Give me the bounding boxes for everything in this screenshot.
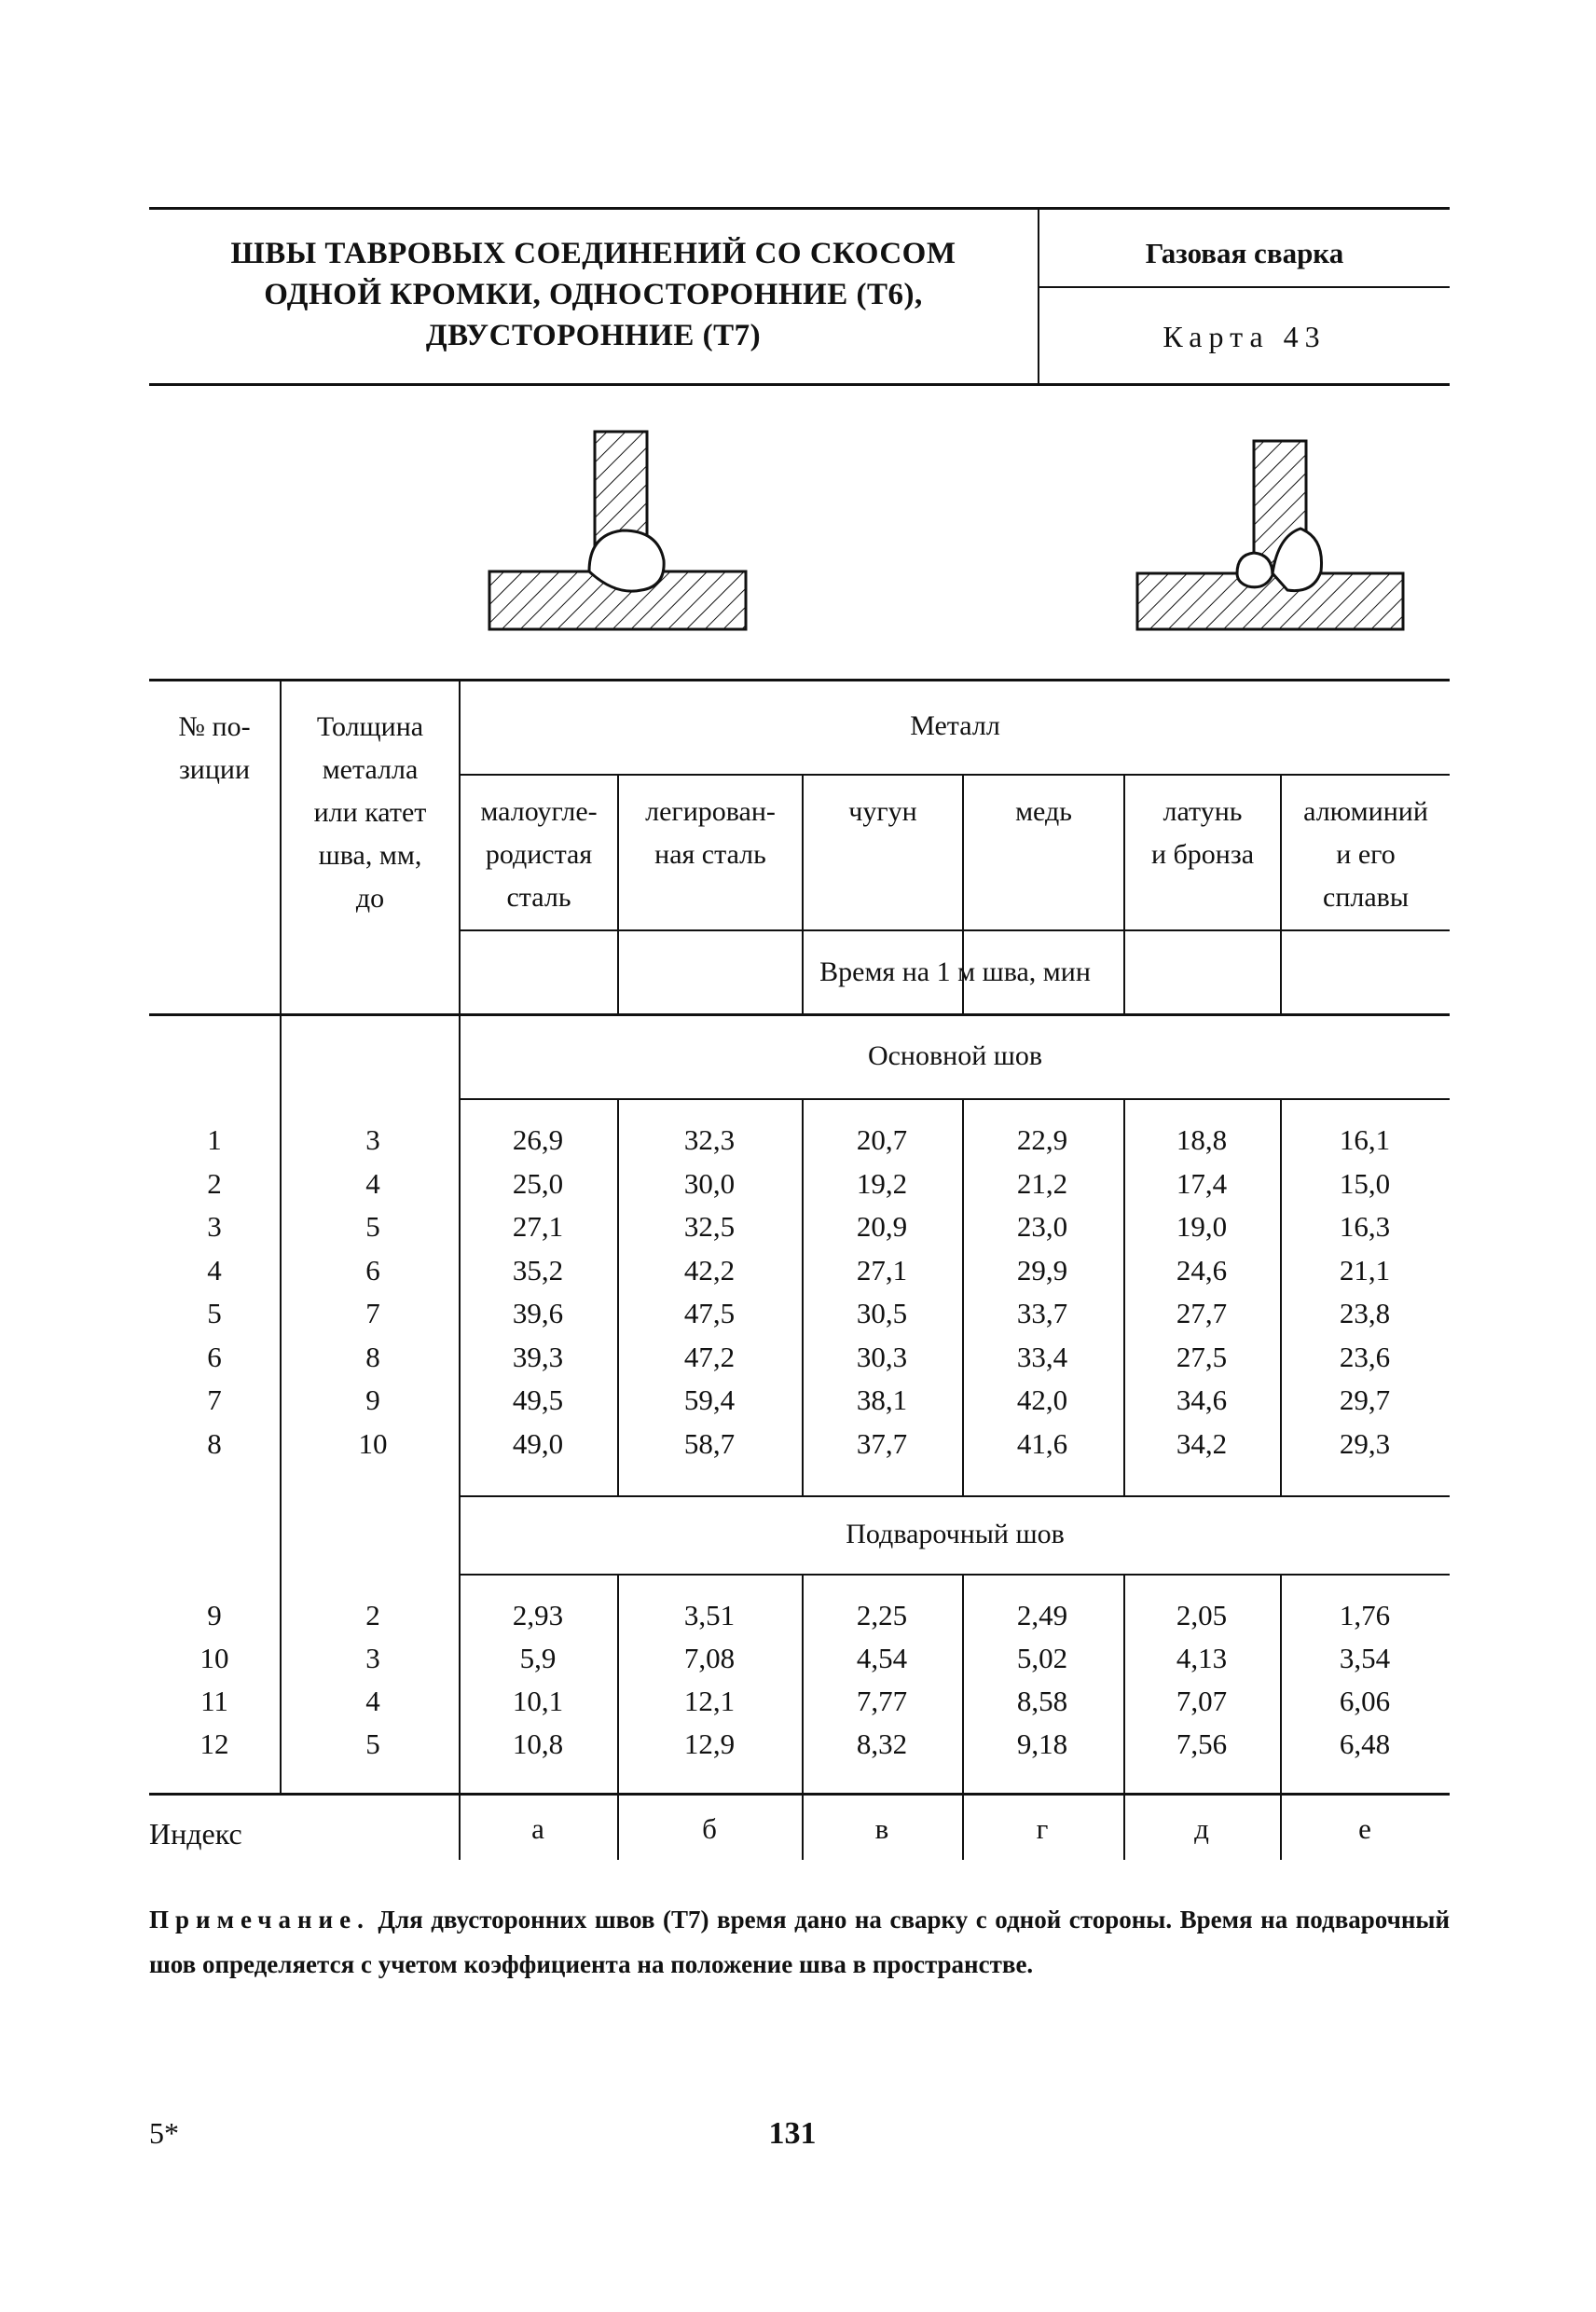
index-value: е — [1358, 1812, 1371, 1845]
weld-diagram-t6 — [485, 424, 755, 639]
time-value-cell: 23,8 — [1339, 1297, 1391, 1329]
col-divider-6-s2 — [1280, 1574, 1282, 1860]
row-thickness: 6 — [365, 1253, 380, 1287]
weld-bead — [589, 530, 664, 591]
time-value-cell: 4,54 — [856, 1642, 908, 1674]
header-divider — [1038, 207, 1039, 384]
time-value-cell: 58,7 — [683, 1426, 736, 1460]
time-value-cell: 27,7 — [1176, 1297, 1228, 1329]
time-value-cell: 9,18 — [1016, 1727, 1068, 1760]
row-thickness: 8 — [365, 1340, 380, 1373]
time-value-cell: 32,5 — [683, 1210, 736, 1243]
index-label: Индекс — [149, 1817, 242, 1851]
time-value-cell: 29,9 — [1016, 1253, 1068, 1287]
time-value-cell: 42,2 — [683, 1253, 736, 1287]
time-value-cell: 2,49 — [1016, 1599, 1068, 1631]
col-header-position — [149, 706, 280, 791]
time-value-cell: 39,3 — [512, 1340, 564, 1373]
time-value-cell: 22,9 — [1016, 1123, 1068, 1156]
time-header: Время на 1 м шва, мин — [819, 956, 1091, 987]
metal-header-line: ная сталь — [654, 839, 766, 870]
time-value-cell: 49,5 — [512, 1383, 564, 1416]
col-header-thickness-line: до — [355, 883, 385, 914]
time-value-cell: 7,77 — [856, 1685, 908, 1717]
row-position-number: 4 — [207, 1253, 222, 1287]
metal-header-line: латунь — [1163, 796, 1243, 827]
time-value-cell: 47,5 — [683, 1297, 736, 1329]
title-line-2: ОДНОЙ КРОМКИ, ОДНОСТОРОННИЕ (Т6), — [264, 278, 923, 311]
time-value-cell: 34,6 — [1176, 1383, 1228, 1416]
time-value-cell: 15,0 — [1339, 1166, 1391, 1200]
time-value-cell: 12,1 — [683, 1685, 736, 1717]
metal-header-line: сталь — [506, 882, 571, 913]
metal-header-line: малоугле- — [480, 796, 598, 827]
time-value-cell: 39,6 — [512, 1297, 564, 1329]
row-position-number: 12 — [200, 1727, 229, 1760]
col-header-position-line: № по- — [178, 711, 251, 742]
time-value-cell: 18,8 — [1176, 1123, 1228, 1156]
time-value-cell: 59,4 — [683, 1383, 736, 1416]
time-value-cell: 16,3 — [1339, 1210, 1391, 1243]
metal-header-low-carbon — [461, 791, 617, 919]
time-value-cell: 5,02 — [1016, 1642, 1068, 1674]
time-value-cell: 41,6 — [1016, 1426, 1068, 1460]
row-thickness: 7 — [365, 1297, 380, 1329]
time-value-cell: 27,5 — [1176, 1340, 1228, 1373]
metal-names-rule — [459, 929, 1450, 931]
metal-header-copper — [964, 791, 1123, 833]
row-position-number: 5 — [207, 1297, 222, 1329]
metal-header-line: алюминий — [1303, 796, 1428, 827]
time-value-cell: 16,1 — [1339, 1123, 1391, 1156]
index-value: а — [531, 1812, 544, 1845]
col-divider-3-s2 — [802, 1574, 804, 1860]
index-top-rule — [149, 1793, 1450, 1796]
metal-header-brass — [1125, 791, 1280, 876]
time-value-cell: 42,0 — [1016, 1383, 1068, 1416]
row-thickness: 3 — [365, 1642, 380, 1674]
time-value-cell: 19,2 — [856, 1166, 908, 1200]
title-line-1: ШВЫ ТАВРОВЫХ СОЕДИНЕНИЙ СО СКОСОМ — [230, 237, 956, 270]
col-divider-4-s1 — [962, 1098, 964, 1495]
row-position-number: 10 — [200, 1642, 229, 1674]
time-value-cell: 8,58 — [1016, 1685, 1068, 1717]
row-position-number: 8 — [207, 1426, 222, 1460]
row-thickness: 4 — [365, 1685, 380, 1717]
time-value-cell: 17,4 — [1176, 1166, 1228, 1200]
weld-diagram-t7 — [1133, 424, 1412, 639]
col-header-thickness-line: или катет — [313, 797, 427, 828]
col-divider-3-s1 — [802, 1098, 804, 1495]
metal-header-line: и бронза — [1150, 839, 1255, 870]
time-value-cell: 10,8 — [512, 1727, 564, 1760]
row-thickness: 10 — [358, 1426, 388, 1460]
time-value-cell: 7,07 — [1176, 1685, 1228, 1717]
section-title-main-weld: Основной шов — [867, 1040, 1043, 1071]
time-value-cell: 30,5 — [856, 1297, 908, 1329]
metal-header-line: медь — [1015, 796, 1072, 827]
col-header-thickness-line: металла — [322, 754, 419, 785]
header-right-divider — [1039, 286, 1450, 288]
process-label: Газовая сварка — [1145, 237, 1344, 269]
section2-rule — [459, 1574, 1450, 1576]
time-value-cell: 24,6 — [1176, 1253, 1228, 1287]
metal-header-line: и его — [1336, 839, 1396, 870]
col-header-thickness-line: шва, мм, — [318, 840, 422, 871]
col-divider-2-s1 — [617, 1098, 619, 1495]
time-value-cell: 38,1 — [856, 1383, 908, 1416]
col-header-position-line: зиции — [178, 754, 251, 785]
time-value-cell: 4,13 — [1176, 1642, 1228, 1674]
col-divider-6-s1 — [1280, 1098, 1282, 1495]
index-value: д — [1194, 1812, 1209, 1845]
time-value-cell: 19,0 — [1176, 1210, 1228, 1243]
time-value-cell: 32,3 — [683, 1123, 736, 1156]
col-divider-5-s2 — [1123, 1574, 1125, 1860]
time-value-cell: 20,9 — [856, 1210, 908, 1243]
time-value-cell: 30,0 — [683, 1166, 736, 1200]
time-value-cell: 1,76 — [1339, 1599, 1391, 1631]
time-value-cell: 30,3 — [856, 1340, 908, 1373]
row-position-number: 2 — [207, 1166, 222, 1200]
col-header-thickness-line: Толщина — [316, 711, 424, 742]
time-value-cell: 20,7 — [856, 1123, 908, 1156]
row-position-number: 1 — [207, 1123, 222, 1156]
time-value-cell: 49,0 — [512, 1426, 564, 1460]
base-plate — [1137, 573, 1403, 629]
time-value-cell: 6,48 — [1339, 1727, 1391, 1760]
time-value-cell: 7,08 — [683, 1642, 736, 1674]
metal-header-aluminium — [1282, 791, 1450, 919]
page-title — [149, 233, 1038, 356]
time-value-cell: 6,06 — [1339, 1685, 1391, 1717]
time-value-cell: 10,1 — [512, 1685, 564, 1717]
row-position-number: 6 — [207, 1340, 222, 1373]
header-top-rule — [149, 207, 1450, 210]
weld-bead-back — [1237, 553, 1273, 587]
card-number: Карта 43 — [1163, 320, 1327, 353]
time-value-cell: 25,0 — [512, 1166, 564, 1200]
header-end-rule — [149, 1013, 1450, 1016]
time-value-cell: 8,32 — [856, 1727, 908, 1760]
section-title-backing-weld: Подварочный шов — [846, 1519, 1065, 1549]
metal-group-header: Металл — [910, 710, 1000, 741]
section2-top-rule — [459, 1495, 1450, 1497]
time-value-cell: 3,51 — [683, 1599, 736, 1631]
time-value-cell: 34,2 — [1176, 1426, 1228, 1460]
time-value-cell: 47,2 — [683, 1340, 736, 1373]
col-divider-5-s1 — [1123, 1098, 1125, 1495]
row-thickness: 5 — [365, 1210, 380, 1243]
row-thickness: 4 — [365, 1166, 380, 1200]
row-thickness: 3 — [365, 1123, 380, 1156]
note-text: Для двусторонних швов (Т7) время дано на сварку с одной стороны. Время на подварочный шов определяется с учетом коэффициента на положение шва в пространстве. — [149, 1906, 1451, 1978]
section1-rule — [459, 1098, 1450, 1100]
metal-header-line: родистая — [485, 839, 593, 870]
time-value-cell: 33,4 — [1016, 1340, 1068, 1373]
row-thickness: 9 — [365, 1383, 380, 1416]
metal-header-alloy — [619, 791, 802, 876]
row-thickness: 2 — [365, 1599, 380, 1631]
time-value-cell: 2,93 — [512, 1599, 564, 1631]
metal-header-line: чугун — [848, 796, 917, 827]
time-value-cell: 21,1 — [1339, 1253, 1391, 1287]
time-value-cell: 23,0 — [1016, 1210, 1068, 1243]
time-value-cell: 23,6 — [1339, 1340, 1391, 1373]
time-value-cell: 12,9 — [683, 1727, 736, 1760]
time-value-cell: 33,7 — [1016, 1297, 1068, 1329]
time-value-cell: 35,2 — [512, 1253, 564, 1287]
time-value-cell: 29,7 — [1339, 1383, 1391, 1416]
header-bottom-rule — [149, 383, 1450, 386]
row-position-number: 3 — [207, 1210, 222, 1243]
time-value-cell: 21,2 — [1016, 1166, 1068, 1200]
time-value-cell: 2,05 — [1176, 1599, 1228, 1631]
time-value-cell: 27,1 — [512, 1210, 564, 1243]
time-value-cell: 5,9 — [519, 1642, 557, 1674]
metal-header-cast-iron — [804, 791, 962, 833]
note-paragraph — [149, 1897, 1450, 1987]
metal-header-rule — [459, 774, 1450, 776]
col-divider-4-s2 — [962, 1574, 964, 1860]
index-value: б — [702, 1812, 717, 1845]
metal-header-line: легирован- — [645, 796, 776, 827]
time-value-cell: 29,3 — [1339, 1426, 1391, 1460]
row-thickness: 5 — [365, 1727, 380, 1760]
page-number: 131 — [768, 2116, 817, 2151]
time-value-cell: 3,54 — [1339, 1642, 1391, 1674]
time-value-cell: 37,7 — [856, 1426, 908, 1460]
index-value: г — [1036, 1812, 1049, 1845]
title-line-3: ДВУСТОРОННИЕ (Т7) — [425, 319, 762, 352]
footer-mark: 5* — [149, 2116, 179, 2150]
time-value-cell: 2,25 — [856, 1599, 908, 1631]
note-label: Примечание. — [149, 1906, 370, 1934]
index-value: в — [874, 1812, 889, 1845]
row-position-number: 9 — [207, 1599, 222, 1631]
time-value-cell: 26,9 — [512, 1123, 564, 1156]
time-value-cell: 7,56 — [1176, 1727, 1228, 1760]
time-value-cell: 27,1 — [856, 1253, 908, 1287]
col-header-thickness — [282, 706, 459, 920]
metal-header-line: сплавы — [1323, 882, 1409, 913]
row-position-number: 7 — [207, 1383, 222, 1416]
row-position-number: 11 — [200, 1685, 228, 1717]
table-top-rule — [149, 679, 1450, 681]
col-divider-2-s2 — [617, 1574, 619, 1860]
